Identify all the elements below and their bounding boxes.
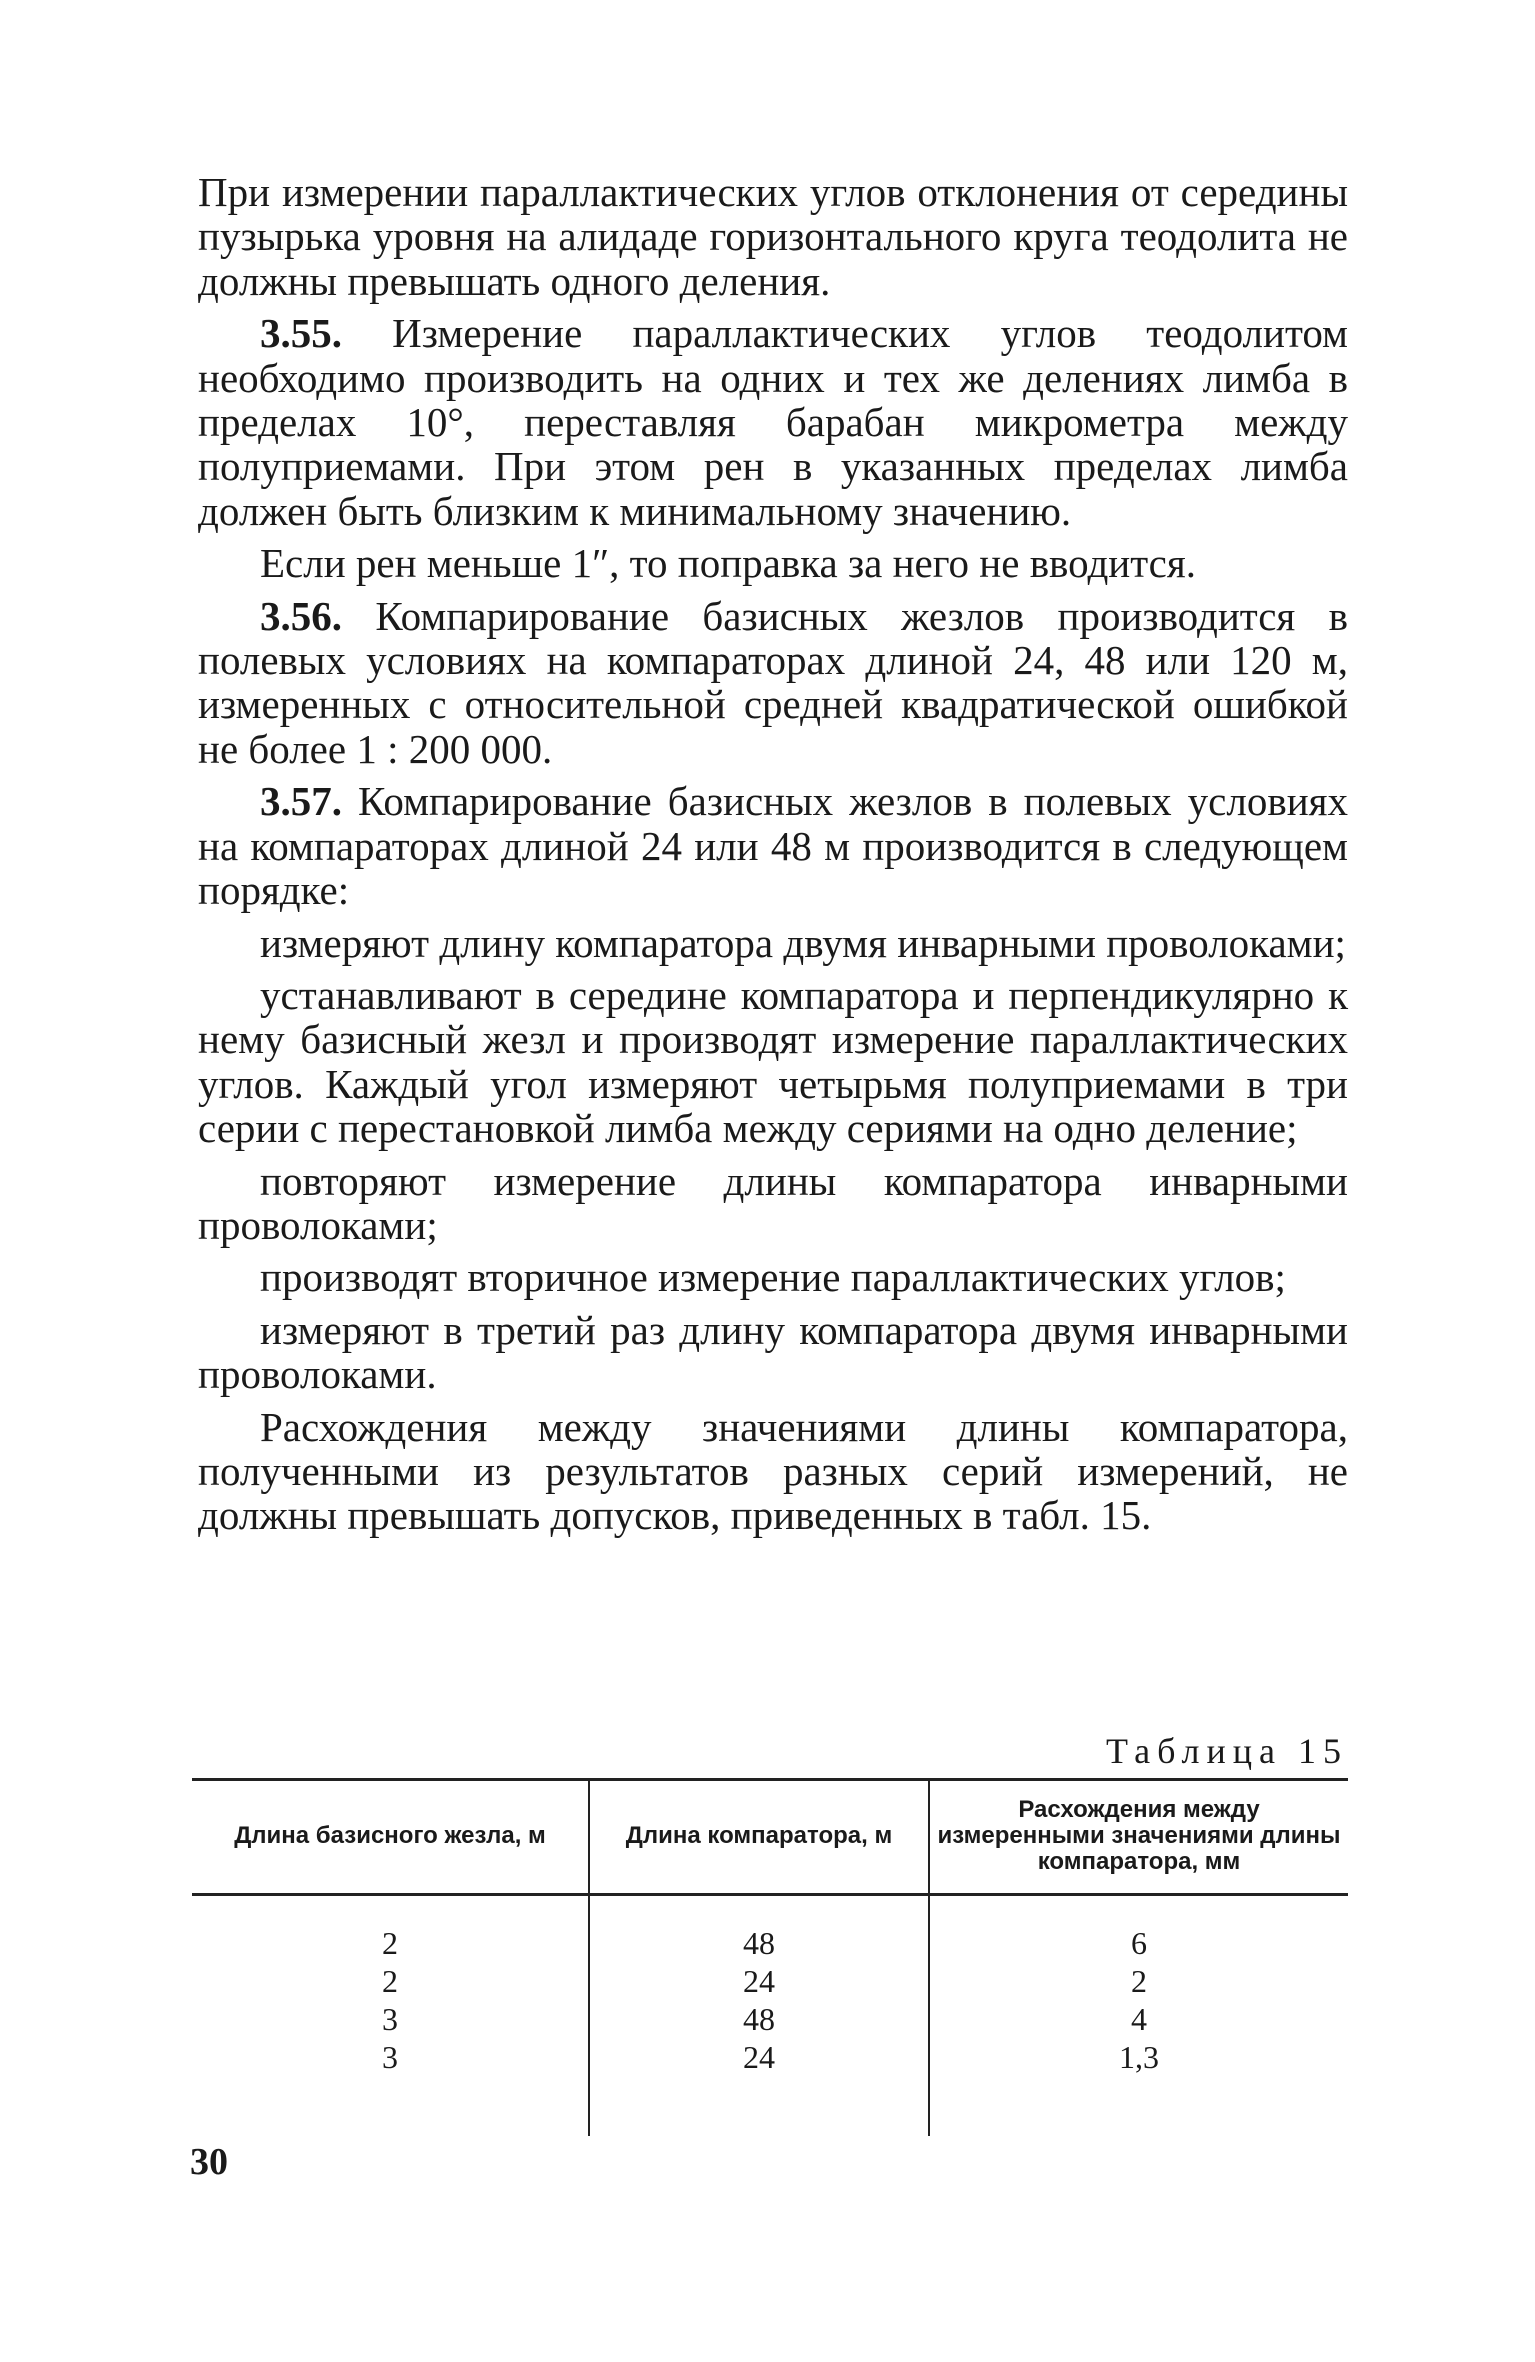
paragraph	[198, 594, 1348, 772]
cell-comparator-length: 48	[589, 1895, 929, 1963]
table-row	[192, 2038, 1348, 2136]
cell-rod-length: 3	[192, 2000, 589, 2038]
paragraph	[198, 779, 1348, 912]
cell-comparator-length: 24	[589, 2038, 929, 2136]
tolerance-table	[192, 1778, 1348, 2136]
paragraph-text: Компарирование базисных жезлов производится в полевых условиях на компараторах длиной 24, 48 или 120 м, измеренных с относительной средней квадратической ошибкой не более 1 : 200 000.	[198, 592, 1348, 772]
paragraph	[198, 973, 1348, 1151]
cell-rod-length: 3	[192, 2038, 589, 2136]
cell-comparator-length: 24	[589, 1962, 929, 2000]
paragraph-text: Компарирование базисных жезлов в полевых условиях на компараторах длиной 24 или 48 м производится в следующем порядке:	[198, 778, 1348, 914]
table-caption: Таблица 15	[1106, 1731, 1348, 1771]
table-header-row	[192, 1780, 1348, 1895]
paragraph-text: повторяют измерение длины компаратора инварными проволоками;	[198, 1157, 1348, 1248]
header-rod-length: Длина базисного жезла, м	[192, 1780, 589, 1895]
cell-discrepancy: 4	[1131, 2001, 1147, 2037]
paragraph	[198, 1308, 1348, 1397]
table-row	[192, 2000, 1348, 2038]
paragraph	[198, 1405, 1348, 1538]
paragraph-text: измеряют длину компаратора двумя инварными проволоками;	[260, 919, 1346, 966]
table-row	[192, 1895, 1348, 1963]
cell-comparator-length: 48	[589, 2000, 929, 2038]
page-number: 30	[190, 2141, 228, 2183]
paragraph-text: Расхождения между значениями длины компаратора, полученными из результатов разных серий измерений, не должны превышать допусков, приведенных в табл. 15.	[198, 1403, 1348, 1539]
header-comparator-length: Длина компаратора, м	[589, 1780, 929, 1895]
paragraph	[198, 921, 1348, 965]
paragraph	[198, 1159, 1348, 1248]
header-discrepancy: Расхождения между измеренными значениями длины компаратора, мм	[929, 1780, 1348, 1895]
paragraph-text: Измерение параллактических углов теодолитом необходимо производить на одних и тех же делениях лимба в пределах 10°, переставляя барабан микрометра между полуприемами. При этом рен в указанных пределах лимба должен быть близким к минимальному значению.	[198, 310, 1348, 534]
paragraph-text: устанавливают в середине компаратора и перпендикулярно к нему базисный жезл и производят измерение параллактических углов. Каждый угол измеряют четырьмя полуприемами в три серии с перестановкой лимба между сериями на одно деление;	[198, 971, 1348, 1152]
table-row	[192, 1962, 1348, 2000]
cell-rod-length: 2	[192, 1895, 589, 1963]
paragraph-text: измеряют в третий раз длину компаратора двумя инварными проволоками.	[198, 1306, 1348, 1398]
paragraph	[198, 311, 1348, 533]
clause-number: 3.56.	[260, 592, 342, 639]
cell-discrepancy: 1,3	[1119, 2039, 1159, 2075]
paragraph-text: При измерении параллактических углов отклонения от середины пузырька уровня на алидаде горизонтального круга теодолита не должны превышать одного деления.	[198, 169, 1348, 304]
paragraph-text: производят вторичное измерение параллактических углов;	[260, 1254, 1286, 1301]
cell-discrepancy: 2	[1131, 1963, 1147, 1999]
paragraph	[198, 1255, 1348, 1299]
body-text	[198, 170, 1348, 1546]
paragraph	[198, 541, 1348, 585]
clause-number: 3.55.	[260, 310, 342, 357]
clause-number: 3.57.	[260, 778, 342, 825]
cell-rod-length: 2	[192, 1962, 589, 2000]
paragraph	[198, 170, 1348, 303]
cell-discrepancy: 6	[1131, 1925, 1147, 1961]
paragraph-text: Если рен меньше 1″, то поправка за него не вводится.	[260, 540, 1196, 587]
